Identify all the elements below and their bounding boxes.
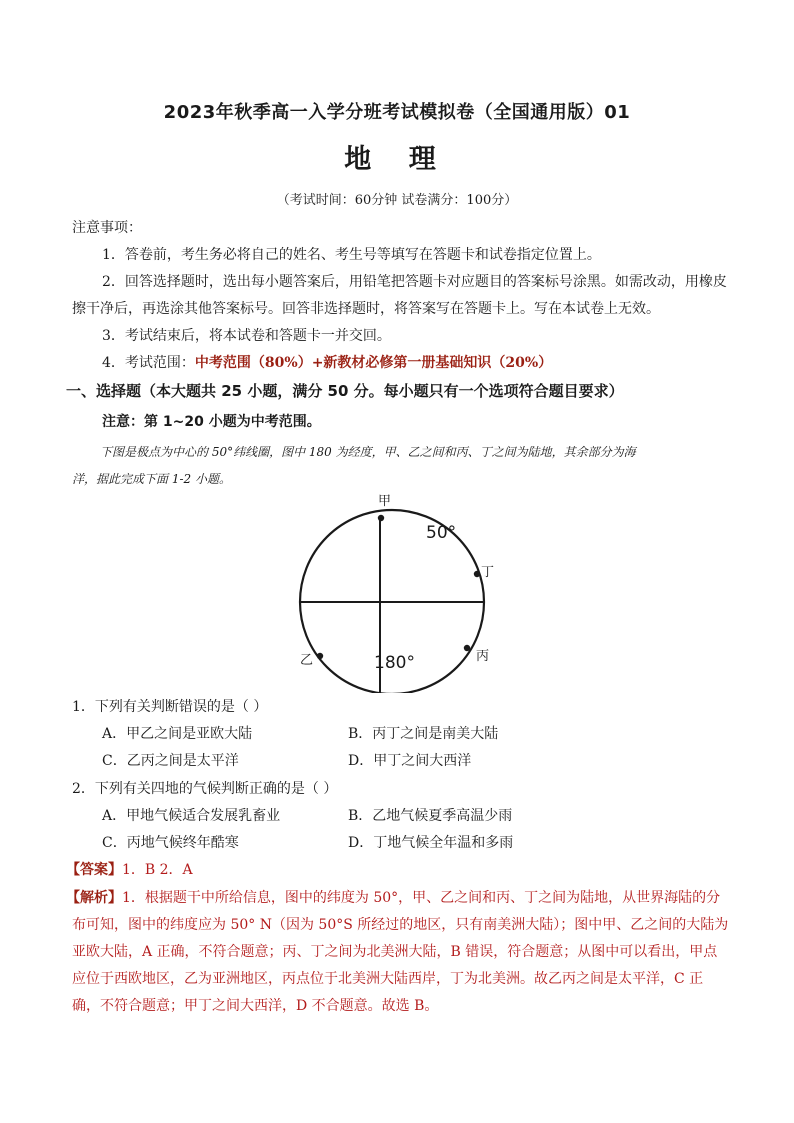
intro-line-1: 下图是极点为中心的 50°纬线圈，图中 180 为经度，甲、乙之间和丙、丁之间为陆地，其余部分为海 [100,445,636,459]
question-2-stem: 2．下列有关四地的气候判断正确的是（ ） [72,781,338,797]
section-note: 注意：第 1~20 小题为中考范围。 [102,414,321,430]
notice-item-1: 1．答卷前，考生务必将自己的姓名、考生号等填写在答题卡和试卷指定位置上。 [102,247,601,263]
question-1-stem: 1．下列有关判断错误的是（ ） [72,699,268,715]
point-yi [317,653,323,659]
answer-text: 1．B 2．A [122,862,193,878]
analysis-line-2: 布可知，图中的纬度应为 50° N（因为 50°S 所经过的地区，只有南美洲大陆）；图中甲、乙之间的大陆为 [72,917,729,933]
question-1-option-c: C．乙丙之间是太平洋 [102,753,239,769]
question-2-option-d: D．丁地气候全年温和多雨 [348,835,514,851]
notice-item-2-cont: 擦干净后，再选涂其他答案标号。回答非选择题时，将答案写在答题卡上。写在本试卷上无效。 [72,301,660,317]
notice-item-4 [102,352,552,372]
analysis-line-3: 亚欧大陆，A 正确，不符合题意；丙、丁之间为北美洲大陆，B 错误，符合题意；从图中可以看出，甲点 [72,944,718,960]
point-jia [378,515,384,521]
analysis-line-5: 确，不符合题意；甲丁之间大西洋，D 不合题意。故选 B。 [72,998,439,1014]
question-2-option-b: B．乙地气候夏季高温少雨 [348,808,513,824]
exam-info: （考试时间：60分钟 试卷满分：100分） [276,193,518,208]
answer-tag: 【答案】 [66,862,122,878]
question-2-option-c: C．丙地气候终年酷寒 [102,835,239,851]
exam-scope: 中考范围（80%）+新教材必修第一册基础知识（20%） [194,355,553,371]
notice-item-3: 3．考试结束后，将本试卷和答题卡一并交回。 [102,328,391,344]
subject-title: 地 理 [344,144,450,175]
label-lat: 50° [426,523,457,543]
notice-heading: 注意事项： [72,220,142,236]
label-yi: 乙 [300,653,314,668]
question-1-option-b: B．丙丁之间是南美大陆 [348,726,499,742]
question-1-option-d: D．甲丁之间大西洋 [348,753,472,769]
analysis-tag: 【解析】 [66,890,122,906]
label-bing: 丙 [476,649,490,664]
point-ding [474,571,480,577]
notice-item-2: 2．回答选择题时，选出每小题答案后，用铅笔把答题卡对应题目的答案标号涂黑。如需改动，用橡皮 [102,274,727,290]
label-jia: 甲 [378,494,392,509]
intro-line-2: 洋，据此完成下面 1-2 小题。 [72,472,231,486]
label-lon: 180° [374,653,415,673]
analysis-line-4: 应位于西欧地区，乙为亚洲地区，丙点位于北美洲大陆西岸，丁为北美洲。故乙丙之间是太平洋，C 正 [72,971,704,987]
analysis-text-1: 1．根据题干中所给信息，图中的纬度为 50°，甲、乙之间和丙、丁之间为陆地，从世界海陆的分 [122,890,721,906]
analysis-line-1 [66,887,720,907]
question-1-option-a: A．甲乙之间是亚欧大陆 [102,726,253,742]
paper-title: 2023年秋季高一入学分班考试模拟卷（全国通用版）01 [163,102,631,123]
question-2-option-a: A．甲地气候适合发展乳畜业 [102,808,281,824]
section-heading: 一、选择题（本大题共 25 小题，满分 50 分。每小题只有一个选项符合题目要求） [66,382,624,400]
notice-item-4-prefix: 4．考试范围： [102,355,195,371]
latitude-circle-figure [290,488,510,693]
label-ding: 丁 [481,565,495,580]
point-bing [464,645,470,651]
answer-line [66,859,193,879]
